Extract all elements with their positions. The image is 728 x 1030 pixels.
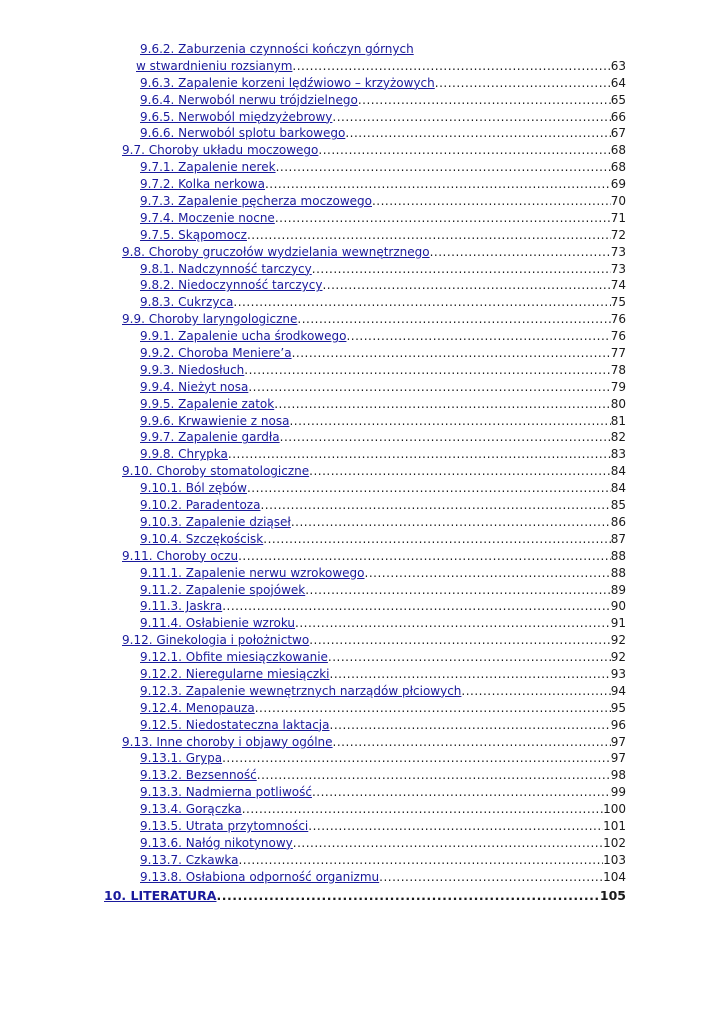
toc-entry-page: 69 [610,177,626,192]
toc-entry-page: 68 [610,143,626,158]
toc-entry[interactable] [104,328,626,345]
dot-leader [228,446,611,463]
dot-leader [309,632,611,649]
dot-leader [297,311,610,328]
dot-leader [430,244,611,261]
toc-entry-title[interactable]: 9.7.4. Moczenie nocne [140,210,275,225]
toc-entry[interactable] [104,159,626,176]
dot-leader [312,261,611,278]
toc-entry-page: 70 [610,194,626,209]
toc-entry-page: 91 [610,616,626,631]
toc-entry[interactable] [104,565,626,582]
toc-entry[interactable] [104,649,626,666]
table-of-contents [104,41,626,906]
dot-leader [292,345,611,362]
toc-entry-title[interactable]: 9.8.3. Cukrzyca [140,295,234,310]
toc-entry-page: 92 [610,650,626,665]
toc-entry[interactable] [104,396,626,413]
toc-entry-page: 74 [610,278,626,293]
dot-leader [238,852,603,869]
toc-entry-title[interactable]: 9.13.5. Utrata przytomności [140,818,309,833]
toc-entry[interactable] [104,413,626,430]
toc-entry[interactable] [104,666,626,683]
dot-leader [330,666,611,683]
toc-entry-page: 100 [603,802,626,817]
toc-entry[interactable] [104,142,626,159]
toc-entry[interactable] [104,244,626,261]
toc-entry-page: 63 [610,58,626,73]
toc-entry[interactable] [104,784,626,801]
toc-entry-title[interactable]: 9.13.3. Nadmierna potliwość [140,785,312,800]
toc-entry-page: 88 [610,565,626,580]
toc-entry-page: 84 [610,464,626,479]
toc-entry[interactable] [104,176,626,193]
toc-entry-title[interactable]: 9.9.6. Krwawienie z nosa [140,413,290,428]
toc-entry-page: 99 [610,785,626,800]
dot-leader [274,396,611,413]
toc-entry-page: 90 [610,599,626,614]
toc-entry-page: 68 [610,160,626,175]
toc-entry[interactable] [104,767,626,784]
toc-entry-title[interactable]: 9.12.3. Zapalenie wewnętrznych narządów płciowych [140,683,462,698]
toc-entry-title[interactable]: 9.13.7. Czkawka [140,852,239,867]
toc-entry[interactable] [104,109,626,126]
toc-entry-title[interactable]: 10. LITERATURA [104,887,217,903]
dot-leader [233,294,610,311]
dot-leader [238,548,611,565]
toc-entry-page: 83 [610,447,626,462]
dot-leader [379,869,603,886]
dot-leader [333,734,611,751]
dot-leader [332,109,610,126]
dot-leader [242,801,603,818]
dot-leader [365,565,611,582]
toc-entry-title[interactable]: 9.10.4. Szczękościsk [140,531,264,546]
dot-leader [328,649,611,666]
toc-entry-title[interactable]: 9.13.1. Grypa [140,751,223,766]
toc-entry-page: 84 [610,481,626,496]
toc-entry[interactable] [104,717,626,734]
toc-entry[interactable] [104,886,626,906]
toc-entry-page: 104 [603,869,626,884]
toc-entry-page: 77 [610,346,626,361]
toc-entry-page: 73 [610,244,626,259]
dot-leader [322,277,610,294]
toc-entry[interactable] [104,379,626,396]
toc-entry[interactable] [104,514,626,531]
toc-entry[interactable] [104,801,626,818]
toc-entry-page: 97 [610,734,626,749]
toc-entry-title[interactable]: 9.9.5. Zapalenie zatok [140,396,275,411]
toc-entry-title[interactable]: 9.6.2. Zaburzenia czynności kończyn górnych [140,42,414,56]
toc-entry-title[interactable]: 9.6.6. Nerwoból splotu barkowego [140,126,346,141]
toc-entry-title[interactable]: 9.11.1. Zapalenie nerwu wzrokowego [140,565,365,580]
dot-leader [435,75,611,92]
toc-entry[interactable] [104,497,626,514]
toc-entry-title[interactable]: 9.11.4. Osłabienie wzroku [140,616,296,631]
toc-entry-title[interactable]: 9.7.1. Zapalenie nerek [140,160,276,175]
dot-leader [289,413,610,430]
toc-entry-page: 105 [599,887,626,903]
dot-leader [345,125,610,142]
toc-entry-title[interactable]: 9.9.3. Niedosłuch [140,362,245,377]
toc-entry-page: 93 [610,666,626,681]
dot-leader [309,463,611,480]
dot-leader [263,531,610,548]
toc-entry[interactable] [104,835,626,852]
toc-entry[interactable] [104,734,626,751]
toc-entry[interactable] [104,463,626,480]
toc-entry-title[interactable]: 9.9.1. Zapalenie ucha środkowego [140,329,347,344]
dot-leader [260,497,610,514]
toc-entry[interactable] [104,92,626,109]
toc-entry-title[interactable]: 9.13.4. Gorączka [140,802,242,817]
toc-entry-title[interactable]: 9.12.2. Nieregularne miesiączki [140,666,330,681]
toc-entry-page: 86 [610,514,626,529]
toc-entry-page: 66 [610,109,626,124]
toc-entry-page: 79 [610,379,626,394]
toc-entry-title[interactable]: 9.7.5. Skąpomocz [140,227,247,242]
dot-leader [222,598,611,615]
toc-entry-title[interactable]: 9.13.8. Osłabiona odporność organizmu [140,869,380,884]
toc-entry[interactable] [104,193,626,210]
toc-entry[interactable] [104,632,626,649]
toc-entry[interactable] [104,446,626,463]
dot-leader [255,700,611,717]
toc-entry-title[interactable]: 9.10.2. Paradentoza [140,498,261,513]
toc-entry-title[interactable]: w stwardnieniu rozsianym [136,58,293,73]
toc-entry-title[interactable]: 9.11. Choroby oczu [122,548,239,563]
toc-entry-page: 101 [603,818,626,833]
toc-entry-title[interactable]: 9.6.4. Nerwoból nerwu trójdzielnego [140,92,358,107]
toc-entry-page: 95 [610,700,626,715]
dot-leader [308,818,603,835]
toc-entry[interactable] [104,750,626,767]
toc-entry-page: 64 [610,75,626,90]
toc-entry[interactable] [104,683,626,700]
toc-entry-page: 80 [610,396,626,411]
toc-entry[interactable] [104,852,626,869]
toc-entry-page: 72 [610,227,626,242]
toc-entry-title[interactable]: 9.12.4. Menopauza [140,700,255,715]
toc-entry-title[interactable]: 9.8. Choroby gruczołów wydzielania wewnętrznego [122,244,430,259]
toc-entry[interactable] [104,261,626,278]
toc-entry[interactable] [104,531,626,548]
toc-entry-page: 78 [610,362,626,377]
toc-entry-title[interactable]: 9.13.6. Nałóg nikotynowy [140,835,293,850]
toc-entry-title[interactable]: 9.9. Choroby laryngologiczne [122,312,298,327]
dot-leader [265,176,611,193]
dot-leader [295,615,611,632]
toc-entry-title[interactable]: 9.8.1. Nadczynność tarczycy [140,261,312,276]
toc-entry-title[interactable]: 9.13. Inne choroby i objawy ogólne [122,734,333,749]
toc-entry-page: 65 [610,92,626,107]
dot-leader [244,362,610,379]
toc-entry[interactable] [104,700,626,717]
toc-entry[interactable] [104,311,626,328]
toc-entry-page: 92 [610,633,626,648]
dot-leader [292,58,610,75]
toc-entry[interactable] [104,869,626,886]
toc-entry-title[interactable]: 9.8.2. Niedoczynność tarczycy [140,278,323,293]
toc-entry[interactable] [104,548,626,565]
dot-leader [305,582,610,599]
dot-leader [358,92,611,109]
toc-entry[interactable] [104,227,626,244]
toc-entry-page: 73 [610,261,626,276]
dot-leader [291,514,611,531]
toc-entry-title[interactable]: 9.11.3. Jaskra [140,599,223,614]
toc-entry[interactable] [104,58,626,75]
dot-leader [257,767,611,784]
dot-leader [330,717,611,734]
toc-entry[interactable] [104,345,626,362]
dot-leader [280,429,611,446]
toc-entry-title[interactable]: 9.9.4. Nieżyt nosa [140,379,249,394]
toc-entry-title[interactable]: 9.10.1. Ból zębów [140,481,247,496]
toc-entry-title[interactable]: 9.10. Choroby stomatologiczne [122,464,310,479]
dot-leader [293,835,603,852]
dot-leader [372,193,611,210]
dot-leader [346,328,610,345]
toc-entry[interactable] [104,429,626,446]
dot-leader [247,480,611,497]
toc-entry-page: 82 [610,430,626,445]
dot-leader [318,142,610,159]
toc-entry-title[interactable]: 9.7.3. Zapalenie pęcherza moczowego [140,194,372,209]
toc-entry-page: 76 [610,329,626,344]
toc-entry[interactable] [104,480,626,497]
toc-entry-page: 98 [610,768,626,783]
dot-leader [276,159,611,176]
toc-entry[interactable] [104,277,626,294]
toc-entry[interactable] [104,125,626,142]
toc-entry[interactable] [104,75,626,92]
toc-entry-page: 97 [610,751,626,766]
toc-entry-title[interactable]: 9.12. Ginekologia i położnictwo [122,633,310,648]
toc-entry-page: 67 [610,126,626,141]
dot-leader [312,784,611,801]
toc-entry[interactable] [104,615,626,632]
dot-leader [247,227,611,244]
toc-entry-page: 75 [610,295,626,310]
toc-entry-page: 87 [610,531,626,546]
toc-entry-page: 94 [610,683,626,698]
toc-entry-page: 89 [610,582,626,597]
toc-entry-page: 88 [610,548,626,563]
toc-entry-title[interactable]: 9.12.5. Niedostateczna laktacja [140,717,330,732]
toc-entry[interactable] [104,818,626,835]
toc-entry[interactable] [104,294,626,311]
toc-entry-title[interactable]: 9.11.2. Zapalenie spojówek [140,582,306,597]
toc-entry[interactable] [104,362,626,379]
toc-entry-title[interactable]: 9.6.3. Zapalenie korzeni lędźwiowo – krzyżowych [140,75,435,90]
toc-entry-title[interactable]: 9.9.7. Zapalenie gardła [140,430,280,445]
toc-entry-title[interactable]: 9.7. Choroby układu moczowego [122,143,319,158]
toc-entry-page: 96 [610,717,626,732]
dot-leader [216,886,599,906]
toc-entry[interactable] [104,582,626,599]
toc-entry-page: 71 [610,210,626,225]
toc-entry-title[interactable]: 9.7.2. Kolka nerkowa [140,177,265,192]
toc-entry-title[interactable]: 9.9.8. Chrypka [140,447,228,462]
toc-entry-page: 103 [603,852,626,867]
toc-entry[interactable] [104,41,626,58]
dot-leader [248,379,610,396]
toc-entry-title[interactable]: 9.10.3. Zapalenie dziąseł [140,514,291,529]
toc-entry-title[interactable]: 9.13.2. Bezsenność [140,768,257,783]
toc-entry-page: 81 [610,413,626,428]
dot-leader [461,683,610,700]
toc-entry-title[interactable]: 9.9.2. Choroba Meniere’a [140,346,292,361]
toc-entry-page: 76 [610,312,626,327]
dot-leader [275,210,611,227]
toc-entry-title[interactable]: 9.6.5. Nerwoból międzyżebrowy [140,109,333,124]
toc-entry-page: 85 [610,498,626,513]
toc-entry[interactable] [104,210,626,227]
toc-entry-title[interactable]: 9.12.1. Obfite miesiączkowanie [140,650,328,665]
toc-entry-page: 102 [603,835,626,850]
toc-entry[interactable] [104,598,626,615]
dot-leader [222,750,611,767]
